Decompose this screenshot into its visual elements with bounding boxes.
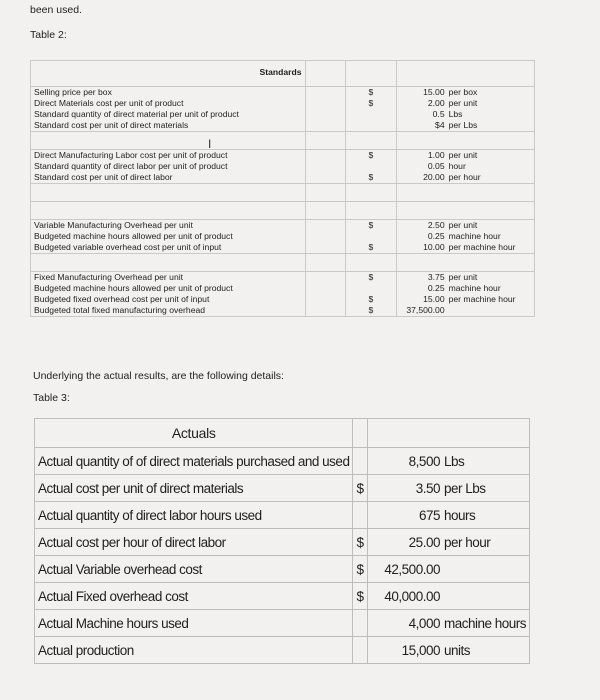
standard-value: 37,500.00 <box>406 305 445 315</box>
actual-unit: hours <box>443 507 476 523</box>
actual-label: Actual quantity of of direct materials purchased and used <box>35 448 353 475</box>
dollar-sign <box>349 120 392 131</box>
standard-label: Direct Materials cost per unit of product <box>34 98 184 108</box>
actual-unit: Lbs <box>443 453 465 469</box>
standard-value: 3.75 <box>427 272 445 282</box>
dollar-sign <box>353 448 368 475</box>
actual-value: 25.00 <box>408 534 440 550</box>
standard-unit: machine hour <box>448 283 501 293</box>
actual-value: 675 <box>418 507 440 523</box>
actual-label: Actual cost per unit of direct materials <box>35 475 353 502</box>
table-row <box>35 583 530 610</box>
dollar-sign: $ <box>353 583 368 610</box>
dollar-sign: $ <box>368 150 374 160</box>
table-row <box>35 448 530 475</box>
actual-value: 15,000 <box>401 642 440 658</box>
actual-label: Actual Fixed overhead cost <box>35 583 353 610</box>
standard-unit: per Lbs <box>448 120 478 130</box>
dollar-sign: $ <box>368 98 374 108</box>
standard-unit: per unit <box>448 220 478 230</box>
standard-label: Standard cost per unit of direct materials <box>34 120 189 130</box>
standard-label: Direct Manufacturing Labor cost per unit of product <box>34 150 228 160</box>
dollar-sign <box>353 610 368 637</box>
standard-value: 2.00 <box>427 98 445 108</box>
dollar-sign: $ <box>368 305 374 315</box>
standard-unit: per unit <box>448 98 478 108</box>
standard-label: Standard quantity of direct labor per unit of product <box>34 161 228 171</box>
dollar-sign <box>349 231 392 242</box>
intro-text: been used. <box>30 4 82 16</box>
dollar-sign: $ <box>368 242 374 252</box>
table-row <box>31 150 535 184</box>
actual-value: 8,500 <box>408 453 440 469</box>
table-row <box>35 637 530 664</box>
actual-unit: machine hours <box>443 615 527 631</box>
actual-label: Actual Variable overhead cost <box>35 556 353 583</box>
table-row <box>35 475 530 502</box>
standard-unit: per machine hour <box>448 242 516 252</box>
dollar-sign: $ <box>368 272 374 282</box>
table-row <box>35 556 530 583</box>
standard-value: 15.00 <box>423 87 445 97</box>
standard-unit: per hour <box>448 172 481 182</box>
dollar-sign <box>349 161 392 172</box>
standard-value: 0.5 <box>432 109 445 119</box>
actual-label: Actual Machine hours used <box>35 610 353 637</box>
dollar-sign: $ <box>368 294 374 304</box>
actual-value: 42,500.00 <box>384 561 440 577</box>
standard-value: 2.50 <box>427 220 445 230</box>
standard-value: 20.00 <box>423 172 445 182</box>
dollar-sign: $ <box>368 172 374 182</box>
standard-label: Fixed Manufacturing Overhead per unit <box>34 272 184 282</box>
standard-value: 10.00 <box>423 242 445 252</box>
actuals-table <box>34 418 530 664</box>
actual-unit: units <box>443 642 470 658</box>
standard-unit: per machine hour <box>448 294 516 304</box>
standard-label: Budgeted machine hours allowed per unit of product <box>34 231 233 241</box>
dollar-sign <box>349 283 392 294</box>
standard-label: Budgeted fixed overhead cost per unit of input <box>34 294 210 304</box>
standard-unit: machine hour <box>448 231 501 241</box>
table3-label: Table 3: <box>33 392 70 404</box>
standard-unit: per unit <box>448 272 478 282</box>
dollar-sign <box>353 502 368 529</box>
actual-unit: per hour <box>443 534 491 550</box>
standard-unit: Lbs <box>448 109 463 119</box>
dollar-sign: $ <box>353 529 368 556</box>
standard-label: Budgeted variable overhead cost per unit of input <box>34 242 222 252</box>
table2-label: Table 2: <box>30 29 67 41</box>
standard-unit: hour <box>448 161 466 171</box>
actuals-intro: Underlying the actual results, are the following details: <box>33 370 284 382</box>
dollar-sign <box>353 637 368 664</box>
standard-unit: per box <box>448 87 478 97</box>
standards-table <box>30 60 535 317</box>
table-row <box>31 220 535 254</box>
table-row <box>35 529 530 556</box>
table-row <box>35 610 530 637</box>
standard-value: 0.05 <box>427 161 445 171</box>
dollar-sign: $ <box>368 220 374 230</box>
actual-label: Actual production <box>35 637 353 664</box>
actual-value: 4,000 <box>408 615 440 631</box>
actual-value: 40,000.00 <box>384 588 440 604</box>
standard-value: $4 <box>435 120 445 130</box>
standard-label: Budgeted total fixed manufacturing overhead <box>34 305 206 315</box>
dollar-sign: $ <box>353 475 368 502</box>
actual-value: 3.50 <box>415 480 440 496</box>
actuals-header: Actuals <box>35 419 353 448</box>
standards-header: Standards <box>31 61 306 87</box>
standard-unit: per unit <box>448 150 478 160</box>
standard-value: 0.25 <box>427 283 445 293</box>
standard-label: Variable Manufacturing Overhead per unit <box>34 220 193 230</box>
standard-label: Selling price per box <box>34 87 112 97</box>
actual-label: Actual cost per hour of direct labor <box>35 529 353 556</box>
standard-label: Standard quantity of direct material per unit of product <box>34 109 239 119</box>
standard-value: 15.00 <box>423 294 445 304</box>
actual-label: Actual quantity of direct labor hours used <box>35 502 353 529</box>
standard-label: Standard cost per unit of direct labor <box>34 172 173 182</box>
standard-value: 1.00 <box>427 150 445 160</box>
dollar-sign: $ <box>368 87 374 97</box>
actual-unit: per Lbs <box>443 480 486 496</box>
table-row <box>31 272 535 317</box>
table-row <box>35 502 530 529</box>
text-cursor-icon: I <box>208 137 212 151</box>
table-row <box>31 87 535 132</box>
standard-value: 0.25 <box>427 231 445 241</box>
standard-label: Budgeted machine hours allowed per unit of product <box>34 283 233 293</box>
dollar-sign <box>349 109 392 120</box>
dollar-sign: $ <box>353 556 368 583</box>
